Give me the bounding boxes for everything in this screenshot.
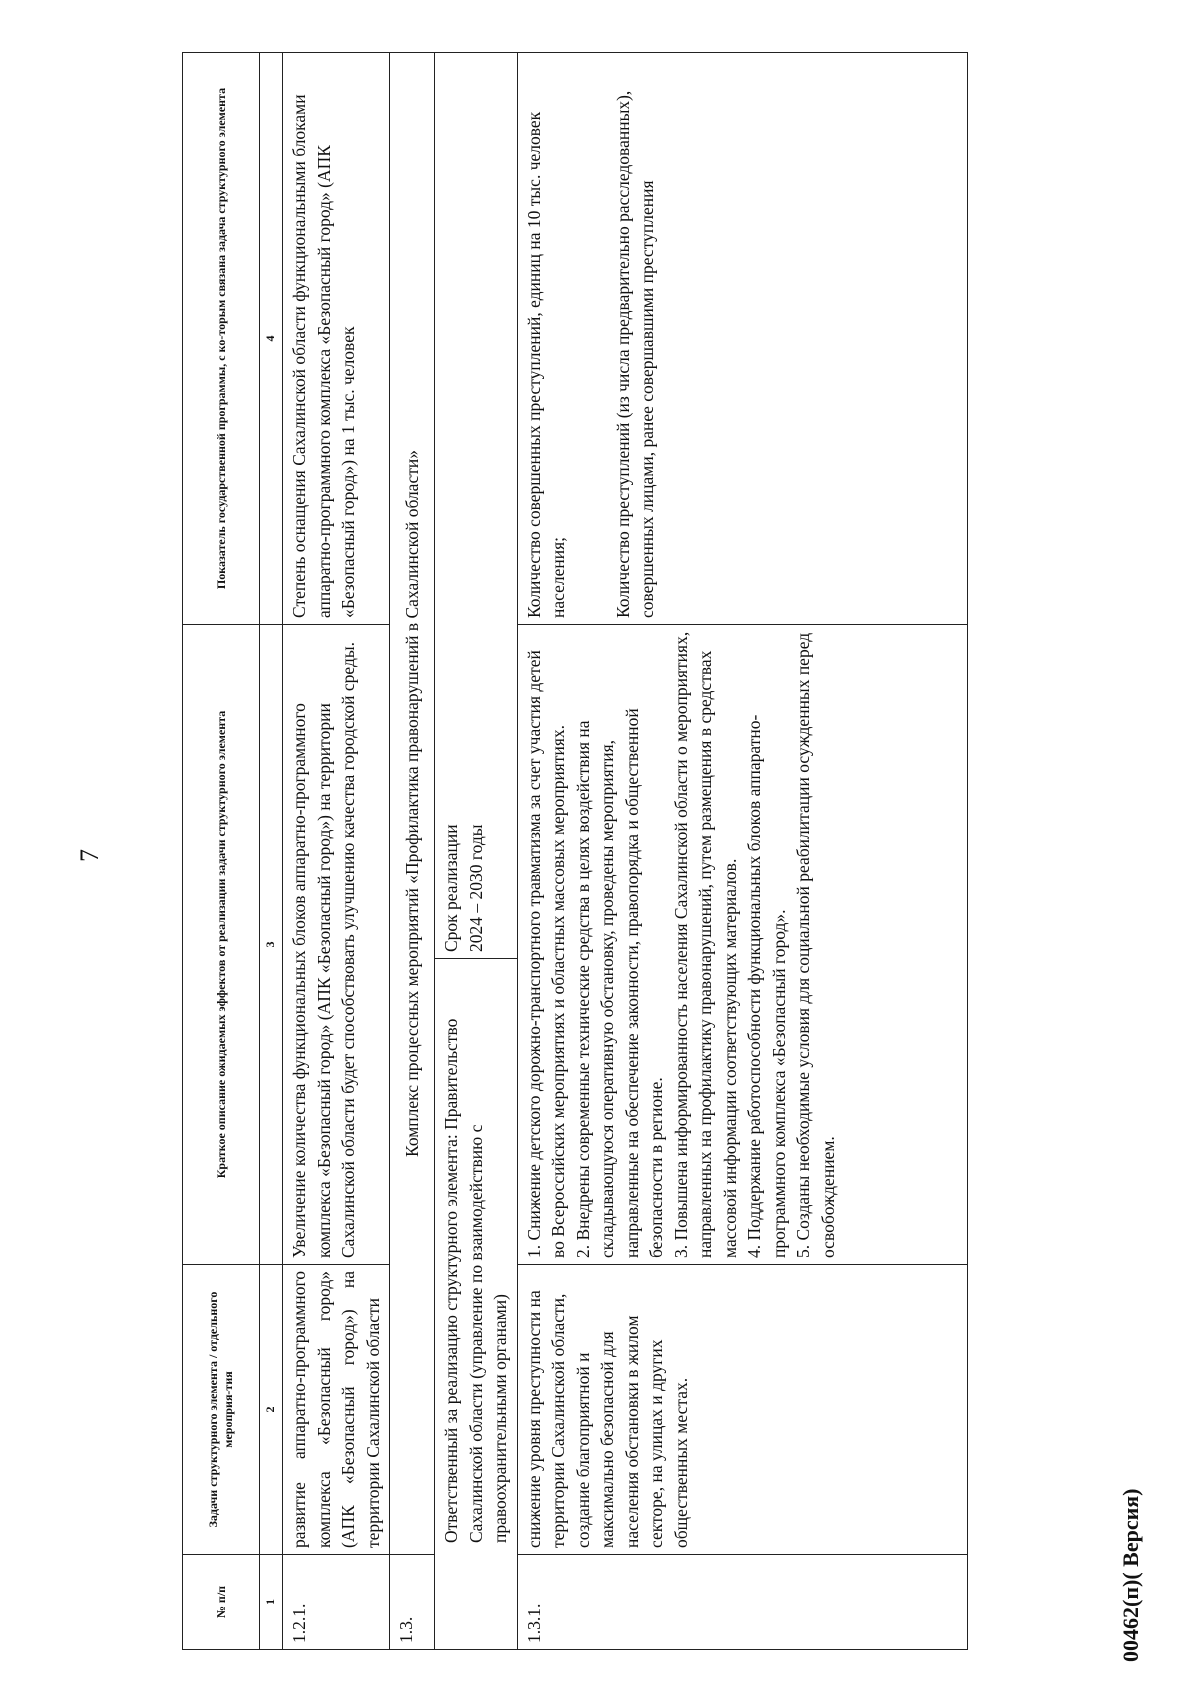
section-number: 1.3. (390, 1555, 435, 1650)
effect-item: 1. Снижение детского дорожно-транспортного травматизма за счет участия детей во Всероссийских мероприятиях и областных массовых мероприятиях. (523, 650, 568, 1258)
table-row (283, 53, 390, 1650)
program-table (182, 52, 968, 1650)
document-footer-code: 00462(п)( Версия) (1118, 1488, 1143, 1662)
row-number: 1.2.1. (283, 1555, 390, 1650)
column-number-row (260, 53, 283, 1650)
indicator-cell: Степень оснащения Сахалинской области функциональными блоками аппаратно-программного комплекса «Безопасный город» (АПК «Безопасный город») на 1 тыс. человек (283, 53, 390, 625)
responsible-label: Ответственный за реализацию структурного элемента: Правительство Сахалинской области (управление по взаимодействию с правоохранительными органами) (441, 1018, 510, 1543)
term-value: 2024 – 2030 годы (465, 824, 486, 952)
effect-item: 5. Созданы необходимые условия для социальной реабилитации осужденных перед освобождением. (793, 632, 838, 1258)
responsible-row (435, 53, 518, 1650)
header-task: Задачи структурного элемента / отдельного мероприя-тия (183, 1265, 260, 1555)
effect-cell (517, 625, 967, 1265)
effect-item: 2. Внедрены современные технические средства в целях воздействия на складывающуюся оперативную обстановку, проведены мероприятия, направленные на обеспечение законности, правопорядка и общественной безопасности в регионе. (572, 708, 666, 1258)
column-number: 2 (260, 1265, 283, 1555)
header-indicator: Показатель государственной программы, с ко-торым связана задача структурного элемента (183, 53, 260, 625)
task-cell: снижение уровня преступности на территории Сахалинской области, создание благоприятной и максимально безопасной для населения обстановки в жилом секторе, на улицах и других общественных местах. (517, 1265, 967, 1555)
header-effect: Краткое описание ожидаемых эффектов от реализации задачи структурного элемента (183, 625, 260, 1265)
page-number: 7 (75, 849, 104, 862)
effect-cell: Увеличение количества функциональных блоков аппаратно-программного комплекса «Безопасный город» (АПК «Безопасный город») на территории Сахалинской области будет способствовать улучшению качества городской среды. (283, 625, 390, 1265)
column-number: 1 (260, 1555, 283, 1650)
indicator-item: Количество преступлений (из числа предварительно расследованных), совершенных лицами, ранее совершавшими преступления (612, 90, 657, 618)
indicator-cell (517, 53, 967, 625)
row-number: 1.3.1. (517, 1555, 967, 1650)
section-row (390, 53, 435, 1650)
column-number: 3 (260, 625, 283, 1265)
effect-item: 4. Поддержание работоспособности функциональных блоков аппаратно-программного комплекса «Безопасный город». (744, 714, 789, 1258)
table-row (517, 53, 967, 1650)
indicator-item: Количество совершенных преступлений, единиц на 10 тыс. человек населения; (523, 111, 568, 618)
header-num: № п/п (183, 1555, 260, 1650)
section-title: Комплекс процессных мероприятий «Профилактика правонарушений в Сахалинской области» (390, 53, 435, 1555)
effect-item: 3. Повышена информированность населения Сахалинской области о мероприятиях, направленных на профилактику правонарушений, путем размещения в средствах массовой информации соответствующих материалов. (670, 631, 740, 1258)
task-cell: развитие аппаратно-программного комплекса «Безопасный город» (АПК «Безопасный город») на территории Сахалинской области (283, 1265, 390, 1555)
header-row (183, 53, 260, 1650)
column-number: 4 (260, 53, 283, 625)
term-label: Срок реализации (441, 824, 461, 952)
